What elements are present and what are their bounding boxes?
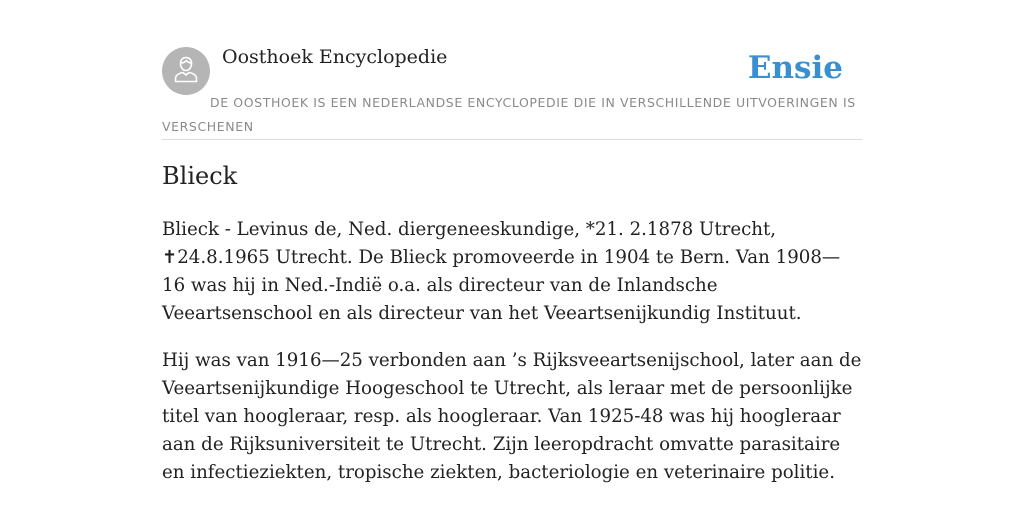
article-title: Blieck (162, 162, 238, 190)
brand-logo[interactable]: Ensie (747, 50, 843, 86)
article-paragraph: Blieck - Levinus de, Ned. diergeneeskundige, *21. 2.1878 Utrecht, ✝24.8.1965 Utrecht. De Blieck promoveerde in 1904 te Bern. Van 1908—16 was hij in Ned.-Indië o.a. als directeur van de Inlandsche Veeartsenschool en als directeur van het Veeartsenijkundig Instituut. (162, 219, 841, 324)
article-paragraph: Hij was van 1916—25 verbonden aan ’s Rijksveeartsenijschool, later aan de Veeartsenijkundige Hoogeschool te Utrecht, als leraar met de persoonlijke titel van hoogleraar, resp. als hoogleraar. Van 1925-48 was hij hoogleraar aan de Rijksuniversiteit te Utrecht. Zijn leeropdracht omvatte parasitaire en infectieziekten, tropische ziekten, bacteriologie en veterinaire politie. (162, 350, 862, 483)
user-icon (172, 54, 200, 88)
site-title[interactable]: Oosthoek Encyclopedie (222, 46, 448, 68)
page-container (162, 0, 862, 483)
site-tagline: DE OOSTHOEK IS EEN NEDERLANDSE ENCYCLOPEDIE DIE IN VERSCHILLENDE UITVOERINGEN IS VERSCHENEN (162, 95, 856, 134)
page-header (162, 0, 862, 140)
avatar[interactable] (162, 47, 210, 95)
article-body (162, 216, 862, 506)
